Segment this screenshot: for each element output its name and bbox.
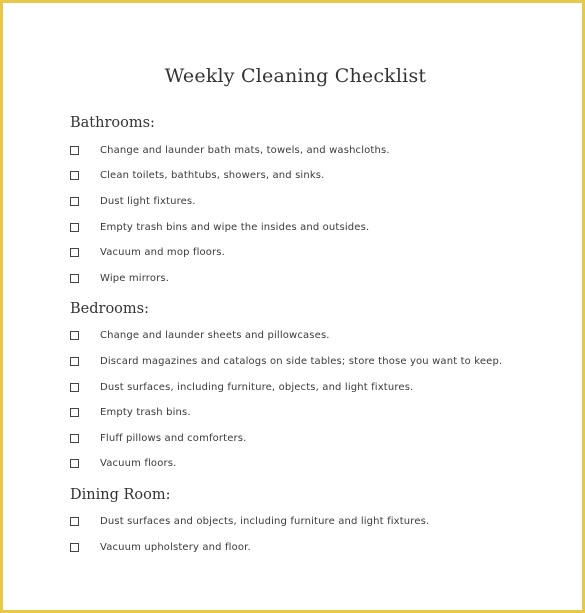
page-title: Weekly Cleaning Checklist	[164, 65, 427, 87]
checkbox[interactable]	[70, 383, 79, 392]
checkbox[interactable]	[70, 434, 79, 443]
checklist-item-label: Vacuum and mop floors.	[100, 246, 225, 258]
checkbox[interactable]	[70, 248, 79, 257]
checkbox[interactable]	[70, 197, 79, 206]
checklist-item[interactable]	[70, 430, 247, 446]
checklist-item-label: Vacuum floors.	[100, 457, 177, 469]
checklist-item-label: Empty trash bins and wipe the insides and outsides.	[100, 221, 370, 233]
checklist-item-label: Empty trash bins.	[100, 406, 191, 418]
checklist-item[interactable]	[70, 379, 414, 395]
checkbox[interactable]	[70, 171, 79, 180]
checkbox[interactable]	[70, 459, 79, 468]
checklist-item[interactable]	[70, 167, 325, 183]
checklist-item-label: Dust surfaces and objects, including furniture and light fixtures.	[100, 515, 430, 527]
checklist-item[interactable]	[70, 455, 177, 471]
checkbox[interactable]	[70, 408, 79, 417]
checklist-item[interactable]	[70, 353, 503, 369]
checklist-item-label: Change and launder sheets and pillowcases.	[100, 329, 330, 341]
checklist-item-label: Vacuum upholstery and floor.	[100, 541, 251, 553]
checklist-item[interactable]	[70, 539, 251, 555]
checklist-item[interactable]	[70, 404, 191, 420]
checkbox[interactable]	[70, 331, 79, 340]
checklist-item-label: Wipe mirrors.	[100, 272, 170, 284]
checklist-item-label: Dust light fixtures.	[100, 195, 196, 207]
checklist-item[interactable]	[70, 142, 390, 158]
checklist-item-label: Change and launder bath mats, towels, and washcloths.	[100, 144, 390, 156]
checkbox[interactable]	[70, 223, 79, 232]
section-heading-bedrooms: Bedrooms:	[70, 301, 149, 317]
checklist-item[interactable]	[70, 219, 370, 235]
section-heading-dining-room: Dining Room:	[70, 487, 171, 503]
checklist-item-label: Dust surfaces, including furniture, objects, and light fixtures.	[100, 381, 414, 393]
checkbox[interactable]	[70, 357, 79, 366]
section-heading-bathrooms: Bathrooms:	[70, 115, 155, 131]
checklist-item[interactable]	[70, 270, 170, 286]
checkbox[interactable]	[70, 146, 79, 155]
checkbox[interactable]	[70, 517, 79, 526]
checklist-item[interactable]	[70, 193, 196, 209]
checklist-item-label: Discard magazines and catalogs on side tables; store those you want to keep.	[100, 355, 503, 367]
checklist-item-label: Clean toilets, bathtubs, showers, and sinks.	[100, 169, 325, 181]
checklist-item[interactable]	[70, 244, 225, 260]
checkbox[interactable]	[70, 274, 79, 283]
checkbox[interactable]	[70, 543, 79, 552]
checklist-item-label: Fluff pillows and comforters.	[100, 432, 247, 444]
checklist-item[interactable]	[70, 327, 330, 343]
checklist-item[interactable]	[70, 513, 430, 529]
